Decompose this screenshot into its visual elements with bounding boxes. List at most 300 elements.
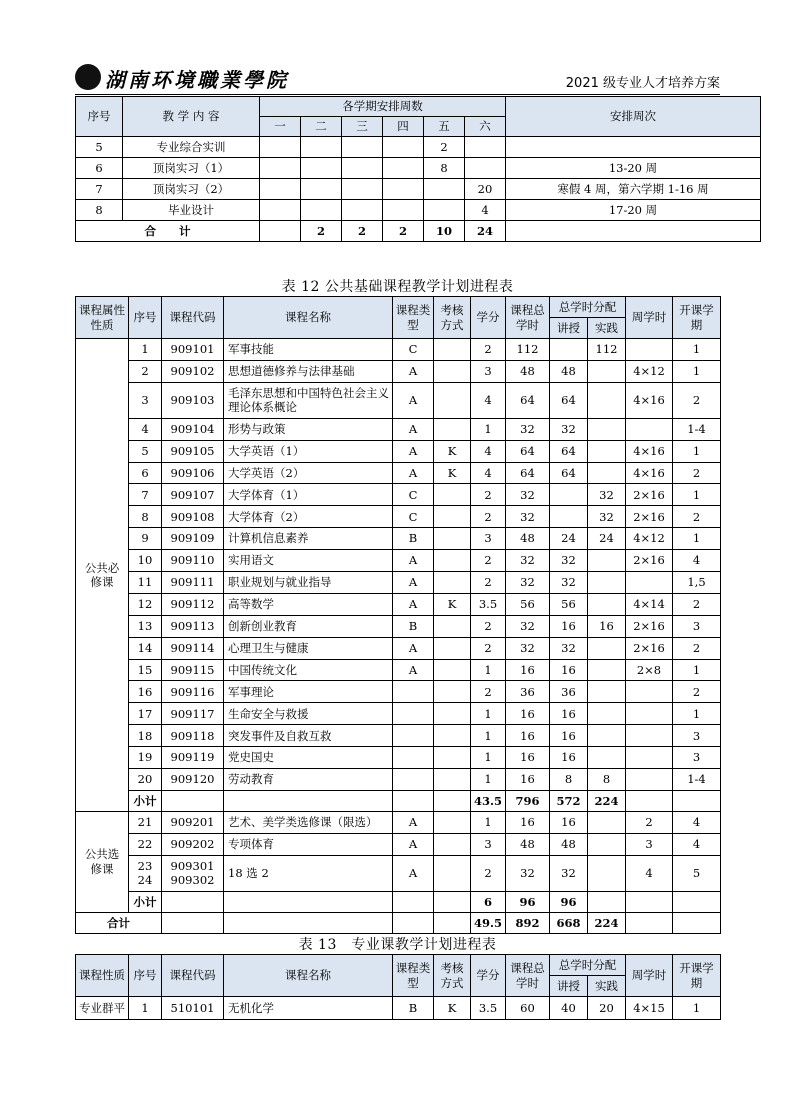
cell-total: 32 <box>506 418 550 440</box>
cell-name: 职业规划与就业指导 <box>224 572 393 594</box>
table-row <box>76 833 721 855</box>
cell-total: 32 <box>506 615 550 637</box>
cell-name: 计算机信息素养 <box>224 528 393 550</box>
cell-total: 32 <box>506 550 550 572</box>
table-row <box>76 769 721 791</box>
cell-credit: 4 <box>471 382 506 418</box>
cell-practice <box>588 572 626 594</box>
cell-lecture: 32 <box>550 418 588 440</box>
cell-seq: 4 <box>129 418 162 440</box>
cell-type: C <box>393 506 434 528</box>
cell-code: 909201 <box>162 811 224 833</box>
cell-type: A <box>393 659 434 681</box>
cell-credit: 2 <box>471 615 506 637</box>
subtotal-row <box>76 912 721 933</box>
col-lecture: 讲授 <box>550 318 588 339</box>
subtotal-practice: 224 <box>588 790 626 811</box>
cell-weekly: 2×16 <box>626 615 673 637</box>
col-seq: 序号 <box>129 955 162 997</box>
cell-lecture: 24 <box>550 528 588 550</box>
table-row <box>76 200 761 221</box>
cell-term: 4 <box>673 811 721 833</box>
cell-type <box>393 725 434 747</box>
cell-seq: 16 <box>129 681 162 703</box>
total-label: 合 计 <box>76 221 260 242</box>
cell-seq: 7 <box>76 179 123 200</box>
cell-name: 实用语文 <box>224 550 393 572</box>
cell-weekly: 3 <box>626 833 673 855</box>
cell-exam <box>434 360 471 382</box>
cell-seq: 15 <box>129 659 162 681</box>
cell-term: 1 <box>673 360 721 382</box>
table-row <box>76 506 721 528</box>
cell-exam <box>434 747 471 769</box>
public-course-table <box>75 296 721 934</box>
cell-code: 909101 <box>162 339 224 361</box>
cell-name: 大学体育（1） <box>224 484 393 506</box>
cell-term: 2 <box>673 637 721 659</box>
cell-term: 4 <box>673 833 721 855</box>
cell-total: 48 <box>506 833 550 855</box>
cell-exam <box>434 833 471 855</box>
col-type: 课程类型 <box>393 297 434 339</box>
cell-term: 3 <box>673 615 721 637</box>
table-row <box>76 339 721 361</box>
cell-weekly <box>626 747 673 769</box>
cell-type: C <box>393 484 434 506</box>
total-semester <box>260 221 301 242</box>
cell-content: 顶岗实习（2） <box>123 179 260 200</box>
cell-lecture: 32 <box>550 550 588 572</box>
cell-seq: 3 <box>129 382 162 418</box>
cell-content: 顶岗实习（1） <box>123 158 260 179</box>
cell-code: 909102 <box>162 360 224 382</box>
cell-semester <box>260 179 301 200</box>
cell-practice: 20 <box>588 997 626 1020</box>
cell-type: A <box>393 833 434 855</box>
cell-name: 军事理论 <box>224 681 393 703</box>
cell-lecture: 16 <box>550 725 588 747</box>
subtotal-lecture: 668 <box>550 912 588 933</box>
cell-practice <box>588 833 626 855</box>
cell-lecture: 64 <box>550 440 588 462</box>
table-row <box>76 179 761 200</box>
header-rule <box>75 94 720 95</box>
cell-weekly <box>626 572 673 594</box>
subtotal-label: 小计 <box>129 891 162 912</box>
cell-practice: 8 <box>588 769 626 791</box>
subtotal-row <box>76 891 721 912</box>
cell-credit: 2 <box>471 681 506 703</box>
cell-semester: 8 <box>424 158 465 179</box>
cell-weekly: 4×16 <box>626 462 673 484</box>
total-semester: 10 <box>424 221 465 242</box>
cell-weekly: 4 <box>626 855 673 891</box>
col-semester: 三 <box>342 117 383 137</box>
cell-term <box>673 790 721 811</box>
cell-semester <box>260 137 301 158</box>
cell-total: 56 <box>506 593 550 615</box>
cell-practice <box>588 681 626 703</box>
cell-credit: 1 <box>471 769 506 791</box>
cell-lecture <box>550 506 588 528</box>
table-row <box>76 462 721 484</box>
cell-content: 专业综合实训 <box>123 137 260 158</box>
cell-practice: 16 <box>588 615 626 637</box>
cell-semester: 4 <box>465 200 506 221</box>
table12-caption: 表 12 公共基础课程教学计划进程表 <box>281 279 514 295</box>
cell-term: 2 <box>673 593 721 615</box>
cell-name: 劳动教育 <box>224 769 393 791</box>
cell-term: 1 <box>673 659 721 681</box>
cell-total: 112 <box>506 339 550 361</box>
subtotal-credit: 49.5 <box>471 912 506 933</box>
cell-type: A <box>393 440 434 462</box>
cell-semester: 20 <box>465 179 506 200</box>
cell-term: 2 <box>673 506 721 528</box>
cell-name: 艺术、美学类选修课（限选） <box>224 811 393 833</box>
cell-exam: K <box>434 593 471 615</box>
cell-lecture: 36 <box>550 681 588 703</box>
table-row <box>76 593 721 615</box>
cell-code: 909202 <box>162 833 224 855</box>
cell-weekly <box>626 912 673 933</box>
cell-exam <box>434 506 471 528</box>
cell-type: A <box>393 382 434 418</box>
cell-type: B <box>393 997 434 1020</box>
cell-seq: 6 <box>129 462 162 484</box>
cell-seq: 11 <box>129 572 162 594</box>
cell-code: 909119 <box>162 747 224 769</box>
cell-credit: 2 <box>471 572 506 594</box>
col-weeks: 安排周次 <box>506 97 761 137</box>
table-row <box>76 550 721 572</box>
cell-type: A <box>393 637 434 659</box>
total-row <box>76 221 761 242</box>
cell-code: 909106 <box>162 462 224 484</box>
col-practice: 实践 <box>588 318 626 339</box>
cell-code: 510101 <box>162 997 224 1020</box>
cell-seq: 18 <box>129 725 162 747</box>
cell-name <box>224 912 393 933</box>
cell-credit: 3 <box>471 360 506 382</box>
col-content: 教 学 内 容 <box>123 97 260 137</box>
table-row <box>76 681 721 703</box>
cell-weeks: 寒假 4 周，第六学期 1-16 周 <box>506 179 761 200</box>
cell-term: 3 <box>673 725 721 747</box>
cell-practice <box>588 637 626 659</box>
cell-credit: 1 <box>471 725 506 747</box>
cell-term: 1,5 <box>673 572 721 594</box>
table-row <box>76 572 721 594</box>
subtotal-row <box>76 790 721 811</box>
cell-lecture: 48 <box>550 833 588 855</box>
cell-semester <box>383 137 424 158</box>
cell-name: 大学体育（2） <box>224 506 393 528</box>
cell-type: A <box>393 593 434 615</box>
cell-practice <box>588 550 626 572</box>
col-weekly: 周学时 <box>626 955 673 997</box>
cell-semester <box>424 179 465 200</box>
cell-weekly: 4×16 <box>626 440 673 462</box>
cell-weekly: 4×15 <box>626 997 673 1020</box>
col-term: 开课学期 <box>673 297 721 339</box>
cell-code: 909110 <box>162 550 224 572</box>
cell-seq: 7 <box>129 484 162 506</box>
cell-credit: 1 <box>471 418 506 440</box>
cell-total: 64 <box>506 440 550 462</box>
cell-seq: 23 24 <box>129 855 162 891</box>
cell-total: 32 <box>506 855 550 891</box>
cell-name: 党史国史 <box>224 747 393 769</box>
cell-seq: 22 <box>129 833 162 855</box>
col-dist: 总学时分配 <box>550 955 626 976</box>
cell-practice <box>588 855 626 891</box>
cell-type: C <box>393 339 434 361</box>
cell-attr: 专业群平 <box>76 997 129 1020</box>
cell-code <box>162 912 224 933</box>
cell-weekly: 2×16 <box>626 484 673 506</box>
cell-code: 909108 <box>162 506 224 528</box>
table-row <box>76 382 721 418</box>
cell-practice <box>588 382 626 418</box>
table-row <box>76 360 721 382</box>
col-total: 课程总学时 <box>506 955 550 997</box>
cell-term: 2 <box>673 382 721 418</box>
cell-name: 生命安全与救援 <box>224 703 393 725</box>
cell-code: 909103 <box>162 382 224 418</box>
cell-exam <box>434 811 471 833</box>
cell-lecture: 8 <box>550 769 588 791</box>
cell-total: 16 <box>506 747 550 769</box>
col-credit: 学分 <box>471 955 506 997</box>
col-lecture: 讲授 <box>550 976 588 997</box>
cell-code: 909109 <box>162 528 224 550</box>
cell-weekly: 4×12 <box>626 360 673 382</box>
cell-semester <box>301 158 342 179</box>
cell-term: 1-4 <box>673 418 721 440</box>
cell-type: A <box>393 572 434 594</box>
cell-type: B <box>393 528 434 550</box>
col-code: 课程代码 <box>162 955 224 997</box>
cell-type: A <box>393 462 434 484</box>
cell-seq: 17 <box>129 703 162 725</box>
cell-semester <box>383 179 424 200</box>
cell-lecture: 40 <box>550 997 588 1020</box>
cell-practice <box>588 747 626 769</box>
cell-name: 思想道德修养与法律基础 <box>224 360 393 382</box>
col-seq: 序号 <box>76 97 123 137</box>
school-logo-icon <box>75 64 101 90</box>
cell-seq: 1 <box>129 997 162 1020</box>
total-weeks <box>506 221 761 242</box>
cell-total: 64 <box>506 382 550 418</box>
cell-exam: K <box>434 440 471 462</box>
cell-weekly <box>626 725 673 747</box>
subtotal-credit: 43.5 <box>471 790 506 811</box>
cell-seq: 2 <box>129 360 162 382</box>
total-semester: 2 <box>383 221 424 242</box>
total-semester: 2 <box>301 221 342 242</box>
cell-credit: 2 <box>471 506 506 528</box>
col-semester: 五 <box>424 117 465 137</box>
cell-semester <box>342 137 383 158</box>
cell-type <box>393 703 434 725</box>
cell-seq: 9 <box>129 528 162 550</box>
cell-code: 909105 <box>162 440 224 462</box>
group-label: 公共选修课 <box>76 811 129 912</box>
cell-total: 16 <box>506 769 550 791</box>
cell-semester <box>260 200 301 221</box>
col-semester: 四 <box>383 117 424 137</box>
cell-weeks <box>506 137 761 158</box>
cell-lecture: 16 <box>550 659 588 681</box>
cell-type: A <box>393 360 434 382</box>
cell-seq: 10 <box>129 550 162 572</box>
cell-credit: 2 <box>471 484 506 506</box>
cell-seq: 6 <box>76 158 123 179</box>
subtotal-total: 96 <box>506 891 550 912</box>
cell-credit: 3.5 <box>471 593 506 615</box>
table-row <box>76 637 721 659</box>
cell-term: 1 <box>673 997 721 1020</box>
total-semester: 24 <box>465 221 506 242</box>
cell-name: 无机化学 <box>224 997 393 1020</box>
cell-exam <box>434 703 471 725</box>
cell-exam <box>434 790 471 811</box>
doc-title: 2021 级专业人才培养方案 <box>565 76 720 91</box>
cell-exam <box>434 637 471 659</box>
cell-name <box>224 891 393 912</box>
col-credit: 学分 <box>471 297 506 339</box>
table-row <box>76 528 721 550</box>
cell-semester <box>260 158 301 179</box>
cell-term: 1 <box>673 440 721 462</box>
cell-lecture: 16 <box>550 747 588 769</box>
cell-semester <box>383 158 424 179</box>
cell-semester <box>342 158 383 179</box>
cell-lecture: 32 <box>550 855 588 891</box>
cell-seq: 14 <box>129 637 162 659</box>
cell-seq: 5 <box>76 137 123 158</box>
group-label: 公共必修课 <box>76 339 129 812</box>
col-semester: 六 <box>465 117 506 137</box>
cell-seq: 13 <box>129 615 162 637</box>
cell-practice <box>588 418 626 440</box>
col-dist: 总学时分配 <box>550 297 626 318</box>
cell-weeks: 17-20 周 <box>506 200 761 221</box>
col-name: 课程名称 <box>224 955 393 997</box>
cell-exam <box>434 725 471 747</box>
cell-name: 创新创业教育 <box>224 615 393 637</box>
cell-type: A <box>393 418 434 440</box>
cell-semester <box>424 200 465 221</box>
subtotal-total: 892 <box>506 912 550 933</box>
cell-lecture: 56 <box>550 593 588 615</box>
cell-code: 909112 <box>162 593 224 615</box>
cell-type <box>393 891 434 912</box>
cell-credit: 1 <box>471 703 506 725</box>
cell-name: 形势与政策 <box>224 418 393 440</box>
cell-semester <box>301 137 342 158</box>
cell-credit: 3.5 <box>471 997 506 1020</box>
cell-practice <box>588 360 626 382</box>
cell-name: 中国传统文化 <box>224 659 393 681</box>
cell-practice <box>588 725 626 747</box>
cell-term: 3 <box>673 747 721 769</box>
cell-weekly <box>626 339 673 361</box>
cell-credit: 1 <box>471 747 506 769</box>
cell-code: 909116 <box>162 681 224 703</box>
cell-weekly <box>626 891 673 912</box>
cell-weekly <box>626 681 673 703</box>
cell-type: B <box>393 615 434 637</box>
cell-semester <box>301 179 342 200</box>
cell-exam <box>434 855 471 891</box>
cell-term: 1 <box>673 703 721 725</box>
cell-lecture: 64 <box>550 462 588 484</box>
cell-code: 909107 <box>162 484 224 506</box>
subtotal-lecture: 572 <box>550 790 588 811</box>
cell-total: 64 <box>506 462 550 484</box>
total-semester: 2 <box>342 221 383 242</box>
cell-term: 1 <box>673 339 721 361</box>
cell-exam <box>434 659 471 681</box>
cell-name: 高等数学 <box>224 593 393 615</box>
cell-total: 60 <box>506 997 550 1020</box>
cell-code: 909118 <box>162 725 224 747</box>
cell-semester <box>301 200 342 221</box>
cell-total: 48 <box>506 528 550 550</box>
cell-practice <box>588 440 626 462</box>
col-type: 课程类型 <box>393 955 434 997</box>
table-row <box>76 418 721 440</box>
cell-type <box>393 747 434 769</box>
cell-weekly <box>626 703 673 725</box>
cell-seq: 12 <box>129 593 162 615</box>
col-term: 开课学期 <box>673 955 721 997</box>
cell-credit: 1 <box>471 811 506 833</box>
cell-weekly: 2×8 <box>626 659 673 681</box>
cell-name: 18 选 2 <box>224 855 393 891</box>
cell-credit: 3 <box>471 833 506 855</box>
col-exam: 考核方式 <box>434 955 471 997</box>
cell-weekly: 2×16 <box>626 506 673 528</box>
major-course-table <box>75 954 721 1020</box>
cell-seq: 21 <box>129 811 162 833</box>
col-attr: 课程属性性质 <box>76 297 129 339</box>
table13-caption: 表 13 专业课教学计划进程表 <box>298 937 497 953</box>
cell-term <box>673 891 721 912</box>
cell-practice: 32 <box>588 484 626 506</box>
col-semester: 一 <box>260 117 301 137</box>
cell-total: 32 <box>506 506 550 528</box>
school-name: 湖南环境職業學院 <box>105 68 289 92</box>
cell-type <box>393 790 434 811</box>
col-practice: 实践 <box>588 976 626 997</box>
cell-code: 909301 909302 <box>162 855 224 891</box>
cell-semester: 2 <box>424 137 465 158</box>
cell-total: 48 <box>506 360 550 382</box>
table-row <box>76 725 721 747</box>
cell-lecture: 16 <box>550 811 588 833</box>
cell-seq: 8 <box>76 200 123 221</box>
subtotal-practice <box>588 891 626 912</box>
cell-term: 2 <box>673 681 721 703</box>
cell-semester <box>465 158 506 179</box>
cell-term: 1 <box>673 484 721 506</box>
cell-credit: 2 <box>471 855 506 891</box>
